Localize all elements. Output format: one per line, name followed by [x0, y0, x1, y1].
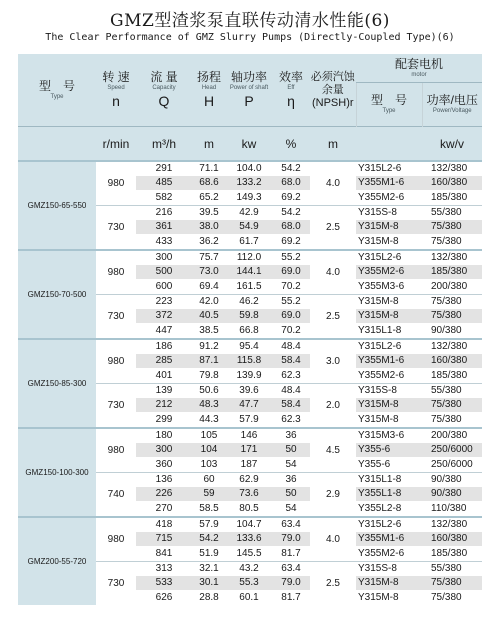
- head-cell: 40.5: [192, 309, 226, 323]
- power-voltage-cell: 90/380: [422, 473, 482, 488]
- speed-cell: 730: [96, 384, 136, 429]
- table-row: [18, 161, 482, 176]
- speed-header-cn: 转 速: [102, 69, 130, 84]
- speed-cell: 980: [96, 428, 136, 473]
- power-header: [226, 54, 272, 127]
- power-cell: 59.8: [226, 309, 272, 323]
- power-cell: 144.1: [226, 265, 272, 279]
- speed-header-en: Speed: [107, 84, 125, 91]
- title-chinese: GMZ型渣浆泵直联传动清水性能(6): [110, 11, 390, 31]
- power-cell: 62.9: [226, 473, 272, 488]
- pump-type-cell: GMZ200-55-720: [18, 517, 96, 605]
- motor-type-header-cn: 型 号: [370, 93, 407, 107]
- eff-cell: 69.0: [272, 265, 310, 279]
- power-voltage-cell: 160/380: [422, 532, 482, 546]
- speed-cell: 980: [96, 161, 136, 206]
- table-row: [18, 339, 482, 354]
- eff-cell: 68.0: [272, 220, 310, 234]
- type-header: [18, 54, 96, 127]
- head-cell: 30.1: [192, 576, 226, 590]
- motor-type-cell: Y315M-8: [356, 398, 422, 412]
- power-cell: 61.7: [239, 235, 259, 247]
- capacity-cell: 418: [136, 517, 192, 532]
- head-cell: 51.9: [199, 547, 219, 559]
- power-voltage-cell: 132/380: [422, 339, 482, 354]
- motor-type-cell: Y315M-8: [358, 235, 399, 247]
- unit-capacity: m³/h: [136, 127, 192, 162]
- power-header-cn: 轴功率: [230, 69, 267, 84]
- power-cell: 133.6: [226, 532, 272, 546]
- capacity-cell: 226: [136, 487, 192, 501]
- motor-type-cell: Y355M2-6: [358, 191, 405, 203]
- eff-cell: 69.2: [281, 191, 301, 203]
- capacity-cell: 300: [136, 250, 192, 265]
- power-voltage-cell: 55/380: [422, 206, 482, 221]
- motor-type-cell: Y315L2-6: [356, 161, 422, 176]
- motor-type-cell: Y315M3-6: [356, 428, 422, 443]
- power-header-en: Power of shaft: [229, 84, 269, 91]
- power-cell: 146: [226, 428, 272, 443]
- power-cell: 112.0: [226, 250, 272, 265]
- unit-npsh: m: [310, 127, 356, 162]
- capacity-cell: 715: [136, 532, 192, 546]
- eff-cell: 48.4: [272, 384, 310, 399]
- motor-type-cell: Y315M-8: [358, 591, 399, 603]
- capacity-cell: 300: [136, 443, 192, 457]
- eff-cell: 55.2: [272, 250, 310, 265]
- motor-type-header: [356, 83, 422, 127]
- capacity-header-cn: 流 量: [150, 69, 178, 84]
- npsh-cell: 4.0: [310, 517, 356, 562]
- capacity-cell: 401: [155, 369, 173, 381]
- capacity-cell: 582: [155, 191, 173, 203]
- npsh-header-cn2: 余量: [321, 83, 344, 96]
- capacity-cell: 223: [136, 295, 192, 310]
- head-cell: 87.1: [192, 354, 226, 368]
- capacity-cell: 533: [136, 576, 192, 590]
- power-voltage-cell: 75/380: [422, 295, 482, 310]
- head-cell: 60: [192, 473, 226, 488]
- head-header-symbol: H: [203, 92, 215, 109]
- unit-type-blank: [18, 127, 96, 162]
- motor-type-header-en: Type: [382, 108, 396, 114]
- capacity-cell: 433: [155, 235, 173, 247]
- power-voltage-cell: 132/380: [422, 517, 482, 532]
- eff-cell: 62.3: [281, 369, 301, 381]
- head-header-cn: 扬程: [196, 69, 221, 84]
- power-voltage-cell: 132/380: [422, 250, 482, 265]
- head-cell: 58.5: [199, 502, 219, 514]
- power-voltage-cell: 200/380: [422, 428, 482, 443]
- motor-type-cell: Y355M1-6: [356, 354, 422, 368]
- head-cell: 59: [192, 487, 226, 501]
- power-voltage-cell: 160/380: [422, 354, 482, 368]
- eff-header: [272, 54, 310, 127]
- eff-cell: 69.0: [272, 309, 310, 323]
- speed-cell: 980: [96, 339, 136, 384]
- power-voltage-cell: 185/380: [431, 369, 468, 381]
- motor-type-cell: Y315M-8: [356, 295, 422, 310]
- capacity-header: [136, 54, 192, 127]
- eff-cell: 58.4: [272, 354, 310, 368]
- power-cell: 43.2: [226, 562, 272, 577]
- power-voltage-cell: 75/380: [422, 309, 482, 323]
- motor-type-cell: Y315S-8: [356, 384, 422, 399]
- pump-type-cell: GMZ150-65-550: [18, 161, 96, 250]
- power-cell: 60.1: [239, 591, 259, 603]
- capacity-cell: 216: [136, 206, 192, 221]
- type-header-en: Type: [50, 93, 64, 100]
- table-row: [18, 428, 482, 443]
- head-cell: 75.7: [192, 250, 226, 265]
- eff-header-cn: 效率: [278, 69, 303, 84]
- motor-type-cell: Y355M2-6: [356, 265, 422, 279]
- eff-header-en: Eff: [287, 84, 295, 91]
- capacity-cell: 270: [155, 502, 173, 514]
- motor-type-cell: Y315M-8: [358, 413, 399, 425]
- eff-cell: 63.4: [272, 562, 310, 577]
- eff-cell: 54.2: [272, 206, 310, 221]
- capacity-header-en: Capacity: [152, 84, 176, 91]
- speed-cell: 730: [96, 295, 136, 340]
- motor-type-cell: Y315M-8: [356, 576, 422, 590]
- power-cell: 46.2: [226, 295, 272, 310]
- type-header-cn: 型 号: [38, 78, 75, 93]
- capacity-cell: 626: [155, 591, 173, 603]
- eff-cell: 36: [272, 473, 310, 488]
- head-cell: 105: [192, 428, 226, 443]
- power-cell: 55.3: [226, 576, 272, 590]
- head-header: [192, 54, 226, 127]
- power-cell: 187: [240, 458, 258, 470]
- power-cell: 161.5: [236, 280, 262, 292]
- head-cell: 50.6: [192, 384, 226, 399]
- head-header-en: Head: [201, 84, 217, 91]
- npsh-cell: 2.5: [310, 206, 356, 251]
- eff-cell: 50: [272, 487, 310, 501]
- capacity-header-symbol: Q: [158, 92, 170, 109]
- capacity-cell: 447: [155, 324, 173, 336]
- motor-type-cell: Y355L1-8: [356, 487, 422, 501]
- npsh-cell: 4.0: [310, 250, 356, 295]
- motor-type-cell: Y355L2-8: [358, 502, 402, 514]
- power-voltage-cell: 90/380: [431, 324, 462, 336]
- speed-cell: 730: [96, 562, 136, 606]
- eff-cell: 70.2: [281, 324, 301, 336]
- speed-cell: 740: [96, 473, 136, 518]
- power-voltage-header-cn: 功率/电压: [426, 93, 478, 107]
- head-cell: 54.2: [192, 532, 226, 546]
- capacity-cell: 186: [136, 339, 192, 354]
- units-row: [18, 127, 482, 162]
- capacity-cell: 360: [155, 458, 173, 470]
- unit-head: m: [192, 127, 226, 162]
- power-voltage-cell: 55/380: [422, 384, 482, 399]
- motor-header-en: motor: [411, 71, 427, 78]
- head-cell: 44.3: [199, 413, 219, 425]
- unit-motor-blank: [356, 127, 422, 162]
- head-cell: 28.8: [199, 591, 219, 603]
- npsh-header-cn1: 必须汽蚀: [310, 70, 355, 83]
- motor-type-cell: Y315S-8: [356, 562, 422, 577]
- power-cell: 104.0: [226, 161, 272, 176]
- motor-type-cell: Y355-6: [358, 458, 391, 470]
- unit-speed: r/min: [96, 127, 136, 162]
- motor-type-cell: Y355M2-6: [358, 369, 405, 381]
- power-cell: 42.9: [226, 206, 272, 221]
- npsh-cell: 4.0: [310, 161, 356, 206]
- head-cell: 104: [192, 443, 226, 457]
- power-cell: 47.7: [226, 398, 272, 412]
- head-cell: 36.2: [199, 235, 219, 247]
- table-row: [18, 517, 482, 532]
- pump-type-cell: GMZ150-100-300: [18, 428, 96, 517]
- npsh-cell: 2.0: [310, 384, 356, 429]
- power-voltage-cell: 75/380: [422, 398, 482, 412]
- motor-type-cell: Y355M1-6: [356, 176, 422, 190]
- head-cell: 68.6: [192, 176, 226, 190]
- capacity-cell: 372: [136, 309, 192, 323]
- capacity-cell: 600: [155, 280, 173, 292]
- npsh-cell: 2.5: [310, 562, 356, 606]
- head-cell: 42.0: [192, 295, 226, 310]
- power-cell: 73.6: [226, 487, 272, 501]
- speed-header-symbol: n: [112, 92, 120, 109]
- power-cell: 95.4: [226, 339, 272, 354]
- power-cell: 171: [226, 443, 272, 457]
- eff-cell: 54.2: [272, 161, 310, 176]
- motor-type-cell: Y315L1-8: [358, 324, 402, 336]
- eff-cell: 55.2: [272, 295, 310, 310]
- power-voltage-cell: 75/380: [422, 220, 482, 234]
- power-cell: 104.7: [226, 517, 272, 532]
- eff-cell: 69.2: [281, 235, 301, 247]
- speed-header: [96, 54, 136, 127]
- power-voltage-cell: 160/380: [422, 176, 482, 190]
- capacity-cell: 136: [136, 473, 192, 488]
- eff-cell: 70.2: [281, 280, 301, 292]
- power-cell: 115.8: [226, 354, 272, 368]
- power-voltage-cell: 110/380: [431, 502, 467, 514]
- power-cell: 54.9: [226, 220, 272, 234]
- npsh-header-symbol: (NPSH)r: [311, 96, 354, 109]
- npsh-cell: 2.5: [310, 295, 356, 340]
- head-cell: 57.9: [192, 517, 226, 532]
- power-cell: 149.3: [236, 191, 262, 203]
- npsh-header: [310, 54, 356, 127]
- power-voltage-cell: 185/380: [431, 547, 468, 559]
- eff-header-symbol: η: [287, 92, 295, 109]
- header-row-1: [18, 54, 482, 83]
- motor-type-cell: Y315S-8: [356, 206, 422, 221]
- title-english: The Clear Performance of GMZ Slurry Pumps (Directly-Coupled Type)(6): [45, 32, 455, 43]
- eff-cell: 36: [272, 428, 310, 443]
- capacity-cell: 500: [136, 265, 192, 279]
- head-cell: 65.2: [199, 191, 219, 203]
- motor-type-cell: Y315L2-6: [356, 339, 422, 354]
- capacity-cell: 139: [136, 384, 192, 399]
- eff-cell: 62.3: [281, 413, 301, 425]
- power-voltage-cell: 75/380: [431, 591, 462, 603]
- power-cell: 39.6: [226, 384, 272, 399]
- power-cell: 66.8: [239, 324, 259, 336]
- capacity-cell: 291: [136, 161, 192, 176]
- motor-type-cell: Y315L2-6: [356, 250, 422, 265]
- eff-cell: 58.4: [272, 398, 310, 412]
- capacity-cell: 180: [136, 428, 192, 443]
- capacity-cell: 285: [136, 354, 192, 368]
- power-voltage-cell: 75/380: [431, 235, 462, 247]
- head-cell: 69.4: [199, 280, 219, 292]
- power-voltage-cell: 55/380: [422, 562, 482, 577]
- npsh-cell: 2.9: [310, 473, 356, 518]
- capacity-cell: 299: [155, 413, 173, 425]
- capacity-cell: 361: [136, 220, 192, 234]
- power-voltage-cell: 75/380: [431, 413, 462, 425]
- power-header-symbol: P: [244, 92, 254, 109]
- power-voltage-cell: 250/6000: [422, 443, 482, 457]
- power-voltage-cell: 75/380: [422, 576, 482, 590]
- power-voltage-header: [422, 83, 482, 127]
- power-cell: 133.2: [226, 176, 272, 190]
- head-cell: 32.1: [192, 562, 226, 577]
- eff-cell: 50: [272, 443, 310, 457]
- eff-cell: 54: [285, 502, 297, 514]
- pump-type-cell: GMZ150-85-300: [18, 339, 96, 428]
- eff-cell: 81.7: [281, 591, 301, 603]
- head-cell: 91.2: [192, 339, 226, 354]
- power-voltage-header-en: Power/Voltage: [432, 108, 472, 114]
- head-cell: 48.3: [192, 398, 226, 412]
- head-cell: 73.0: [192, 265, 226, 279]
- unit-power: kw: [226, 127, 272, 162]
- capacity-cell: 485: [136, 176, 192, 190]
- power-voltage-cell: 185/380: [422, 265, 482, 279]
- capacity-cell: 841: [155, 547, 173, 559]
- performance-table: [18, 54, 482, 605]
- speed-cell: 730: [96, 206, 136, 251]
- pump-type-cell: GMZ150-70-500: [18, 250, 96, 339]
- head-cell: 71.1: [192, 161, 226, 176]
- head-cell: 103: [200, 458, 218, 470]
- power-cell: 139.9: [236, 369, 262, 381]
- motor-type-cell: Y355M2-6: [358, 547, 405, 559]
- power-voltage-cell: 185/380: [431, 191, 468, 203]
- motor-type-cell: Y355M3-6: [358, 280, 405, 292]
- head-cell: 38.5: [199, 324, 219, 336]
- capacity-cell: 313: [136, 562, 192, 577]
- motor-type-cell: Y315L2-6: [356, 517, 422, 532]
- npsh-cell: 4.5: [310, 428, 356, 473]
- power-voltage-cell: 90/380: [422, 487, 482, 501]
- head-cell: 79.8: [199, 369, 219, 381]
- power-voltage-cell: 132/380: [422, 161, 482, 176]
- motor-type-cell: Y315L1-8: [356, 473, 422, 488]
- eff-cell: 79.0: [272, 532, 310, 546]
- motor-type-cell: Y355M1-6: [356, 532, 422, 546]
- speed-cell: 980: [96, 250, 136, 295]
- unit-power-voltage: kw/v: [422, 127, 482, 162]
- eff-cell: 79.0: [272, 576, 310, 590]
- capacity-cell: 212: [136, 398, 192, 412]
- npsh-cell: 3.0: [310, 339, 356, 384]
- head-cell: 38.0: [192, 220, 226, 234]
- motor-header: [356, 54, 482, 83]
- eff-cell: 54: [285, 458, 297, 470]
- unit-eff: %: [272, 127, 310, 162]
- eff-cell: 63.4: [272, 517, 310, 532]
- motor-type-cell: Y355-6: [356, 443, 422, 457]
- eff-cell: 68.0: [272, 176, 310, 190]
- motor-type-cell: Y315M-8: [356, 309, 422, 323]
- eff-cell: 81.7: [281, 547, 301, 559]
- motor-header-cn: 配套电机: [395, 56, 444, 71]
- power-voltage-cell: 250/6000: [431, 458, 473, 470]
- eff-cell: 48.4: [272, 339, 310, 354]
- power-cell: 145.5: [236, 547, 262, 559]
- speed-cell: 980: [96, 517, 136, 562]
- power-cell: 80.5: [239, 502, 259, 514]
- power-cell: 57.9: [239, 413, 259, 425]
- head-cell: 39.5: [192, 206, 226, 221]
- table-row: [18, 250, 482, 265]
- motor-type-cell: Y315M-8: [356, 220, 422, 234]
- power-voltage-cell: 200/380: [431, 280, 468, 292]
